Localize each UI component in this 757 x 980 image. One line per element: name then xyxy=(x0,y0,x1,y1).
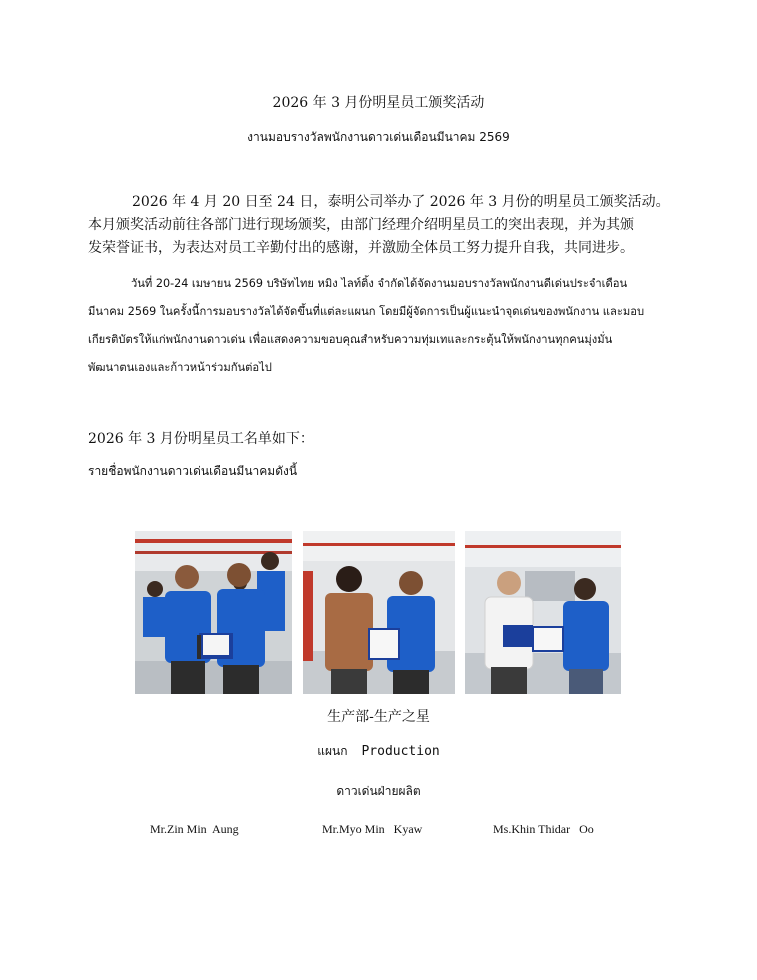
paragraph-line: เกียรติบัตรให้แก่พนักงานดาวเด่น เพื่อแสดงความขอบคุณสำหรับความทุ่มเทและกระตุ้นให้พนักงานทุกคนมุ่งมั่น xyxy=(88,333,613,346)
paragraph-line: 发荣誉证书，为表达对员工辛勤付出的感谢，并激励全体员工努力提升自我，共同进步。 xyxy=(88,240,634,256)
document-title-thai: งานมอบรางวัลพนักงานดาวเด่นเดือนมีนาคม 2569 xyxy=(247,130,510,144)
award-photo-2 xyxy=(303,531,455,694)
paragraph-line: 2026 年 4 月 20 日至 24 日，泰明公司举办了 2026 年 3 月份的明星员工颁奖活动。 xyxy=(132,194,670,210)
award-photo-3 xyxy=(465,531,621,694)
department-name-thai xyxy=(0,742,757,761)
department-name-chinese: 生产部-生产之星 xyxy=(327,709,430,725)
star-title-thai: ดาวเด่นฝ่ายผลิต xyxy=(336,784,421,798)
paragraph-line: มีนาคม 2569 ในครั้งนี้การมอบรางวัลได้จัดขึ้นที่แต่ละแผนก โดยมีผู้จัดการเป็นผู้แนะนำจุดเด่นของพนักงาน และมอบ xyxy=(88,305,645,318)
paragraph-line: 本月颁奖活动前往各部门进行现场颁奖，由部门经理介绍明星员工的突出表现，并为其颁 xyxy=(88,217,634,233)
award-photo-1 xyxy=(135,531,292,694)
paragraph-line: วันที่ 20-24 เมษายน 2569 บริษัทไทย หมิง ไลท์ติ้ง จำกัดได้จัดงานมอบรางวัลพนักงานดีเด่นประจำเดือน xyxy=(131,277,628,290)
list-heading-thai: รายชื่อพนักงานดาวเด่นเดือนมีนาคมดังนี้ xyxy=(88,464,298,478)
department-label-thai: แผนก xyxy=(317,744,348,758)
list-heading-chinese: 2026 年 3 月份明星员工名单如下： xyxy=(88,431,314,447)
body-paragraph-thai xyxy=(88,270,678,382)
employee-name-2: Mr.Myo Min Kyaw xyxy=(322,822,423,836)
department-name-english: Production xyxy=(361,744,440,759)
employee-name-3: Ms.Khin Thidar Oo xyxy=(493,822,594,836)
paragraph-line: พัฒนาตนเองและก้าวหน้าร่วมกันต่อไป xyxy=(88,361,272,374)
employee-name-1: Mr.Zin Min Aung xyxy=(150,822,239,836)
body-paragraph-chinese xyxy=(88,191,673,260)
document-title-chinese: 2026 年 3 月份明星员工颁奖活动 xyxy=(272,95,485,111)
